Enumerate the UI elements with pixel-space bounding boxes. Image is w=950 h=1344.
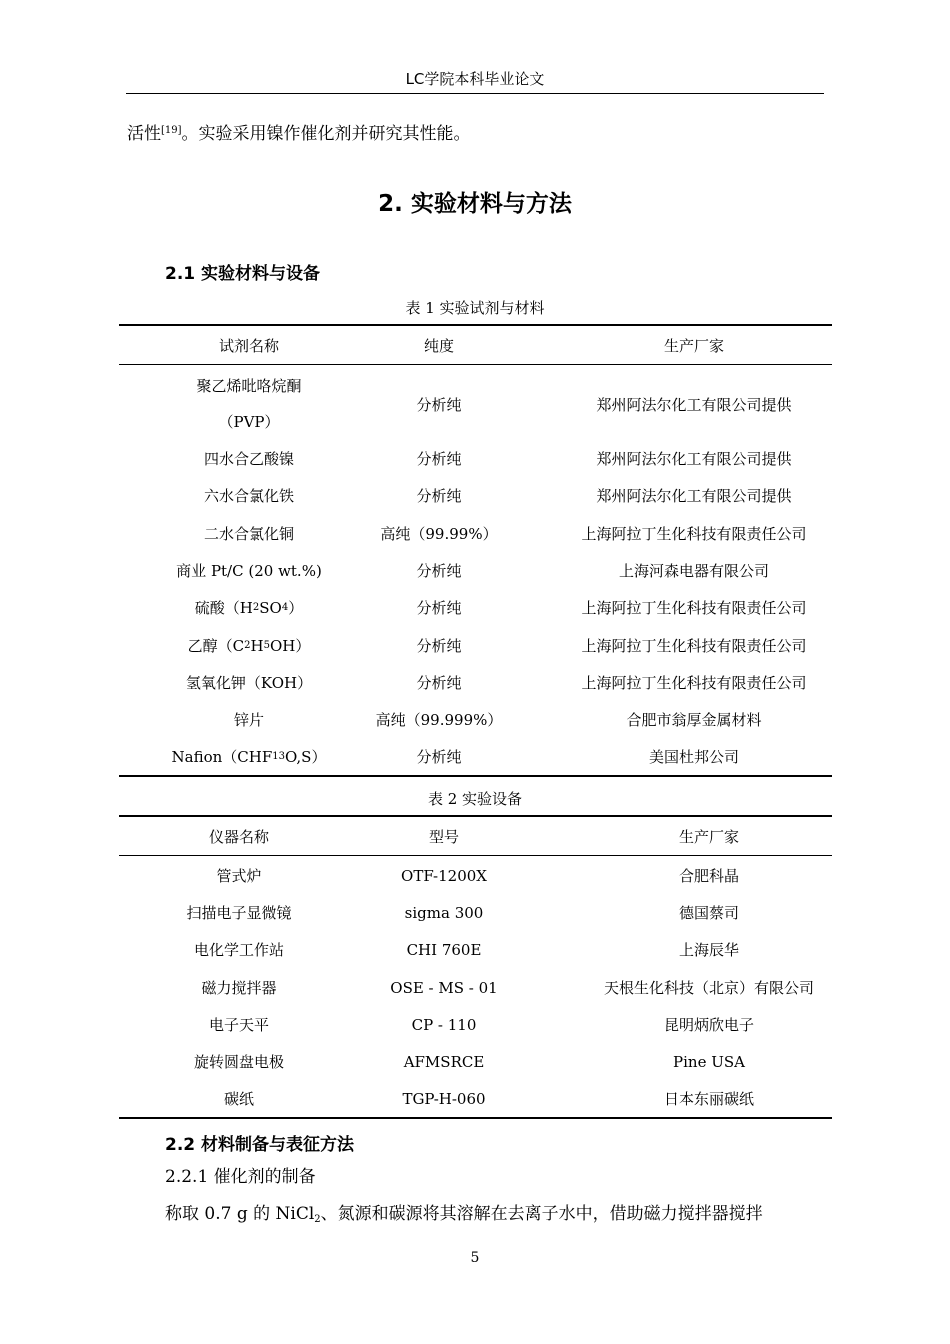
table-row (119, 1080, 832, 1117)
reagent-name (139, 366, 359, 442)
reagent-name: 六水合氯化铁 (203, 487, 294, 505)
table-row (119, 477, 832, 514)
instrument-maker: 日本东丽碳纸 (663, 1090, 754, 1108)
instrument-maker: 上海辰华 (678, 941, 739, 959)
reagent-name: 二水合氯化铜 (203, 525, 294, 543)
body-text-b: 、氮源和碳源将其溶解在去离子水中，借助磁力搅拌器搅拌 (320, 1204, 763, 1224)
formula-part: OH） (269, 637, 311, 655)
instrument-name: 磁力搅拌器 (201, 979, 277, 997)
formula-part: 乙醇（C (187, 637, 245, 655)
instrument-model: sigma 300 (404, 903, 484, 922)
reagent-name: 商业 Pt/C (20 wt.%) (176, 562, 322, 580)
instrument-model: TGP-H-060 (402, 1089, 486, 1108)
reagent-name (139, 589, 359, 626)
table1-header-rule (119, 364, 832, 365)
instrument-maker: Pine USA (673, 1052, 745, 1071)
table-row (119, 366, 832, 442)
reagent-maker: 上海阿拉丁生化科技有限责任公司 (581, 525, 807, 543)
table2-bottom-rule (119, 1117, 832, 1119)
table1-header-name: 试剂名称 (218, 337, 279, 355)
table-row (119, 1006, 832, 1043)
reagent-maker: 美国杜邦公司 (648, 748, 739, 766)
formula-subscript: 5 (263, 640, 270, 651)
instrument-maker: 昆明炳欣电子 (663, 1016, 754, 1034)
reagent-purity: 分析纯 (416, 562, 462, 580)
formula-part: Nafion（CHF (171, 748, 273, 766)
instrument-model: CHI 760E (406, 940, 482, 959)
formula-part: SO (259, 598, 282, 617)
formula-part: ） (288, 599, 304, 617)
table1-bottom-rule (119, 775, 832, 777)
reagent-purity: 分析纯 (416, 674, 462, 692)
formula-part: H (250, 636, 264, 655)
formula-subscript: 2 (252, 602, 260, 613)
table2-header-row (119, 818, 832, 855)
citation-ref[interactable]: [19] (161, 125, 182, 136)
table1-caption: 表 1 实验试剂与材料 (405, 299, 545, 317)
formula-subscript: 2 (244, 640, 251, 651)
subsection-heading-2-2: 2.2 材料制备与表征方法 (165, 1135, 355, 1155)
reagent-maker: 合肥市翁厚金属材料 (626, 711, 762, 729)
table2-top-rule (119, 815, 832, 817)
reagent-purity: 分析纯 (416, 395, 462, 414)
reagent-maker: 上海河森电器有限公司 (618, 562, 769, 580)
reagent-name (139, 627, 359, 664)
table-row (119, 664, 832, 701)
instrument-name: 扫描电子显微镜 (186, 904, 292, 922)
formula-subscript: 13 (272, 751, 285, 762)
table1-top-rule (119, 324, 832, 326)
table-row (119, 552, 832, 589)
table-row (119, 515, 832, 552)
running-header: LC学院本科毕业论文 (405, 70, 545, 88)
reagent-purity: 分析纯 (416, 599, 462, 617)
reagent-name-line2: （PVP） (218, 413, 280, 431)
reagent-purity: 高纯（99.99%） (380, 525, 498, 543)
table2-caption: 表 2 实验设备 (427, 790, 523, 808)
table-row (119, 701, 832, 738)
formula-part: O,S） (285, 748, 327, 766)
instrument-model: OTF-1200X (401, 866, 487, 885)
instrument-model: AFMSRCE (403, 1052, 485, 1071)
reagent-maker: 郑州阿法尔化工有限公司提供 (596, 395, 792, 414)
table2-header-model: 型号 (428, 828, 459, 846)
formula-subscript: 4 (281, 602, 289, 613)
reagent-purity: 分析纯 (416, 748, 462, 766)
section-heading: 2. 实验材料与方法 (378, 191, 572, 217)
page-number: 5 (470, 1250, 480, 1266)
reagent-purity: 分析纯 (416, 487, 462, 505)
instrument-name: 碳纸 (223, 1090, 254, 1108)
reagent-purity: 分析纯 (416, 637, 462, 655)
instrument-name: 电子天平 (208, 1016, 269, 1034)
table1-header-purity: 纯度 (423, 337, 454, 355)
intro-paragraph (127, 121, 471, 144)
body-paragraph (165, 1204, 763, 1230)
reagent-name: 锌片 (233, 711, 264, 729)
instrument-name: 旋转圆盘电极 (193, 1053, 284, 1071)
instrument-name: 电化学工作站 (193, 941, 284, 959)
formula-subscript: 2 (314, 1214, 321, 1225)
table2-header-maker: 生产厂家 (678, 828, 739, 846)
instrument-maker: 德国蔡司 (678, 904, 739, 922)
table-row (119, 1043, 832, 1080)
instrument-model: CP - 110 (411, 1015, 477, 1034)
instrument-name: 管式炉 (216, 867, 262, 885)
table2-header-name: 仪器名称 (208, 828, 269, 846)
instrument-maker: 天根生化科技（北京）有限公司 (603, 979, 814, 997)
table-row (119, 738, 832, 775)
reagent-purity: 高纯（99.999%） (375, 711, 503, 729)
table-row (119, 969, 832, 1006)
reagent-name: 氢氧化钾（KOH） (185, 674, 313, 692)
table-row (119, 857, 832, 894)
reagent-maker: 上海阿拉丁生化科技有限责任公司 (581, 599, 807, 617)
table-row (119, 440, 832, 477)
body-text-a: 称取 0.7 g 的 NiCl (165, 1204, 315, 1224)
table1-header-row (119, 327, 832, 364)
header-divider (126, 93, 824, 94)
instrument-model: OSE - MS - 01 (390, 978, 498, 997)
intro-text-prefix: 活性 (127, 124, 161, 144)
subsection-heading-2-1: 2.1 实验材料与设备 (165, 264, 321, 284)
reagent-purity: 分析纯 (416, 450, 462, 468)
table-row (119, 627, 832, 664)
reagent-maker: 郑州阿法尔化工有限公司提供 (596, 487, 792, 505)
reagent-maker: 上海阿拉丁生化科技有限责任公司 (581, 674, 807, 692)
instrument-maker: 合肥科晶 (678, 867, 739, 885)
table1-header-maker: 生产厂家 (663, 337, 724, 355)
subsubsection-heading-2-2-1: 2.2.1 催化剂的制备 (165, 1167, 316, 1187)
table-row (119, 589, 832, 626)
intro-text-suffix: 。实验采用镍作催化剂并研究其性能。 (181, 124, 471, 144)
reagent-name: 四水合乙酸镍 (203, 450, 294, 468)
table-row (119, 931, 832, 968)
reagent-maker: 上海阿拉丁生化科技有限责任公司 (581, 637, 807, 655)
reagent-maker: 郑州阿法尔化工有限公司提供 (596, 450, 792, 468)
table-row (119, 894, 832, 931)
reagent-name-line1: 聚乙烯吡咯烷酮 (196, 377, 302, 395)
table2-header-rule (119, 855, 832, 856)
reagent-name (139, 738, 359, 775)
formula-part: 硫酸（H (194, 599, 253, 617)
